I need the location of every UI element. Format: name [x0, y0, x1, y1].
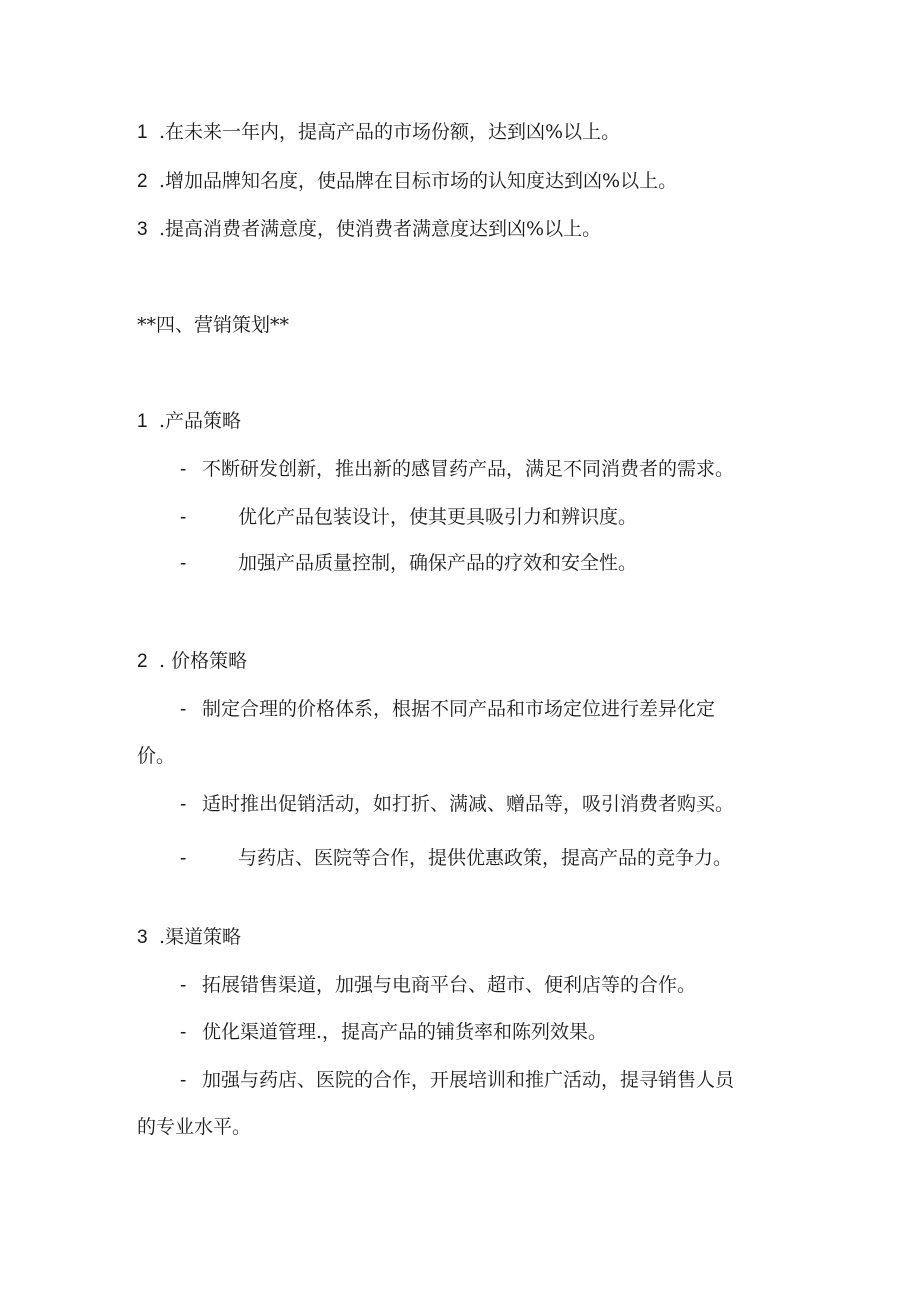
dash-bullet: -	[180, 459, 187, 480]
channel-strategy-title	[137, 926, 241, 950]
price-strategy-number: 2	[137, 651, 148, 672]
dash-bullet: -	[180, 553, 187, 574]
product-item-2	[180, 506, 637, 530]
goal-item-3	[137, 218, 601, 242]
price-item-1	[180, 698, 715, 722]
channel-item-text: 加强与药店、医院的合作，开展培训和推广活动，提寻销售人员	[202, 1069, 735, 1091]
dash-bullet: -	[180, 699, 187, 720]
price-item-3	[180, 847, 732, 871]
product-item-1	[180, 458, 734, 482]
dash-bullet: -	[180, 507, 187, 528]
price-item-1-continuation: 价。	[137, 745, 176, 767]
price-item-text: 制定合理的价格体系，根据不同产品和市场定位进行差异化定	[202, 698, 716, 720]
goal-text: .在未来一年内，提高产品的市场份额，达到凶%以上。	[159, 121, 621, 143]
dash-bullet: -	[180, 1022, 187, 1043]
product-item-text: 优化产品包装设计，使其更具吸引力和辨识度。	[238, 506, 638, 528]
price-strategy-label: . 价格策略	[159, 650, 248, 672]
product-strategy-title	[137, 410, 241, 434]
goal-text: .增加品牌知名度，使品牌在目标市场的认知度达到凶%以上。	[159, 170, 678, 192]
channel-item-3-continuation: 的专业水平。	[137, 1116, 252, 1138]
section-heading: **四、营销策划**	[137, 314, 290, 336]
product-item-text: 加强产品质量控制，确保产品的疗效和安全性。	[238, 552, 638, 574]
price-item-text: 适时推出促销活动，如打折、满减、赠品等，吸引消费者购买。	[202, 793, 735, 815]
dash-bullet: -	[180, 794, 187, 815]
goal-number: 2	[137, 171, 148, 192]
goal-item-1	[137, 121, 620, 145]
dash-bullet: -	[180, 1070, 187, 1091]
channel-item-1	[180, 974, 696, 998]
product-item-3	[180, 552, 637, 576]
goal-number: 3	[137, 219, 148, 240]
goal-item-2	[137, 170, 677, 194]
product-item-text: 不断研发创新，推出新的感冒药产品，满足不同消费者的需求。	[202, 458, 735, 480]
price-strategy-title	[137, 650, 247, 674]
channel-strategy-number: 3	[137, 927, 148, 948]
channel-item-2	[180, 1021, 607, 1045]
dash-bullet: -	[180, 848, 187, 869]
goal-number: 1	[137, 122, 148, 143]
dash-bullet: -	[180, 975, 187, 996]
price-item-2	[180, 793, 734, 817]
product-strategy-number: 1	[137, 411, 148, 432]
channel-strategy-label: .渠道策略	[159, 926, 242, 948]
channel-item-3	[180, 1069, 734, 1093]
product-strategy-label: .产品策略	[159, 410, 242, 432]
channel-item-text: 拓展错售渠道，加强与电商平台、超市、便利店等的合作。	[202, 974, 697, 996]
price-item-text: 与药店、医院等合作，提供优惠政策，提高产品的竞争力。	[238, 847, 733, 869]
goal-text: .提高消费者满意度，使消费者满意度达到凶%以上。	[159, 218, 602, 240]
channel-item-text: 优化渠道管理.，提高产品的铺货率和陈列效果。	[202, 1021, 608, 1043]
